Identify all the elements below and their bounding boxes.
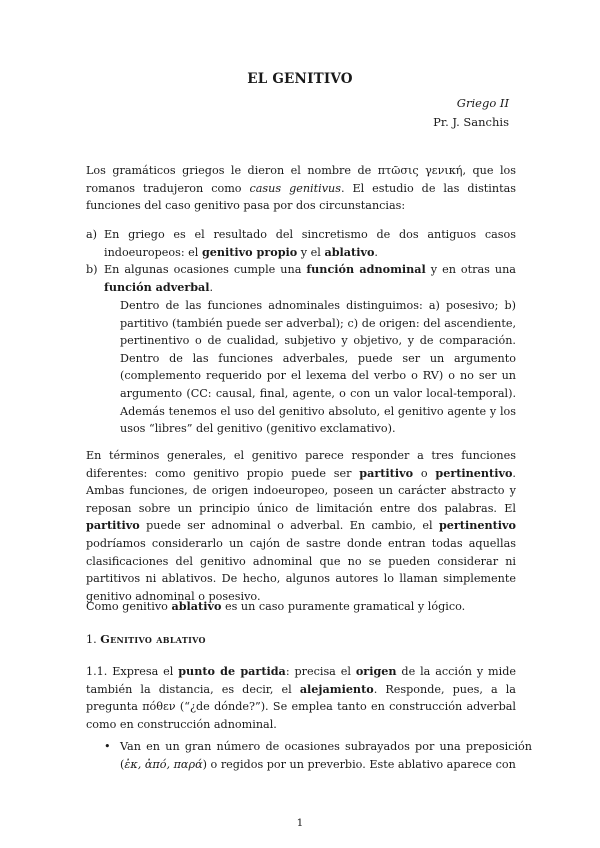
intro-paragraph: Los gramáticos griegos le dieron el nombre de πτῶσις γενική, que los romanos tradujeron como casus genitivus. El estudio de las distintas funciones del caso genitivo pasa por dos circunstancias: — [86, 164, 516, 213]
section-paragraph: 1.1. Expresa el punto de partida: precisa el origen de la acción y mide también la distancia, es decir, el alejamiento. Responde, pues, a la pregunta πόθεν (“¿de dónde?”). Se emplea tanto en construcción adverbal como en construcción adnominal. — [86, 664, 517, 731]
bullet-marker: • — [104, 740, 111, 753]
list-marker: b) — [86, 263, 98, 277]
list-item: b) En algunas ocasiones cumple una función adnominal y en otras una función adverbal. — [86, 262, 516, 294]
section-heading: 1. Genitivo ablativo — [86, 632, 206, 646]
page-number: 1 — [296, 817, 304, 829]
general-paragraph: En términos generales, el genitivo parece responder a tres funciones diferentes: como genitivo propio puede ser partitivo o pertinentivo. Ambas funciones, de origen indoeuropeo, poseen un carácter abstracto y reposan sobre un principio único de limitación entre dos palabras. El partitivo puede ser adnominal o adverbal. En cambio, el pertinentivo podríamos considerarlo un cajón de sastre donde entran todas aquellas clasificaciones del genitivo adnominal que no se pueden considerar ni partitivos ni ablativos. De hecho, algunos autores lo llaman simplemente genitivo adnominal o posesivo. — [86, 449, 516, 603]
functions-subparagraph: Dentro de las funciones adnominales distinguimos: a) posesivo; b) partitivo (también puede ser adverbal); c) de origen: del ascendiente, pertinentivo o de cualidad, subjetivo y objetivo, y de comparación. Dentro de las funciones adverbales, puede ser un argumento (complemento requerido por el lexema del verbo o RV) o no ser un argumento (CC: causal, final, agente, o con un valor local-temporal). Además tenemos el uso del genitivo absoluto, el genitivo agente y los usos “libres” del genitivo (genitivo exclamativo). — [120, 299, 516, 436]
course-subject: Griego II — [456, 96, 509, 110]
list-item: a) En griego es el resultado del sincretismo de dos antiguos casos indoeuropeos: el genitivo propio y el ablativo. — [86, 228, 516, 259]
list-marker: a) — [86, 228, 98, 241]
ablative-paragraph: Como genitivo ablativo es un caso puramente gramatical y lógico. — [86, 599, 466, 613]
greek-term: πτῶσις γενική — [377, 164, 463, 177]
document-title: EL GENITIVO — [247, 71, 353, 87]
latin-term: casus genitivus — [249, 181, 341, 195]
greek-term: πόθεν — [142, 700, 176, 714]
greek-term: ἐκ, ἀπό, παρά — [124, 757, 203, 771]
author-name: Pr. J. Sanchis — [433, 115, 509, 129]
bullet-item: • Van en un gran número de ocasiones subrayados por una preposición (ἐκ, ἀπό, παρά) o regidos por un preverbio. Este ablativo aparece con — [104, 740, 532, 771]
circumstances-list — [86, 226, 516, 296]
